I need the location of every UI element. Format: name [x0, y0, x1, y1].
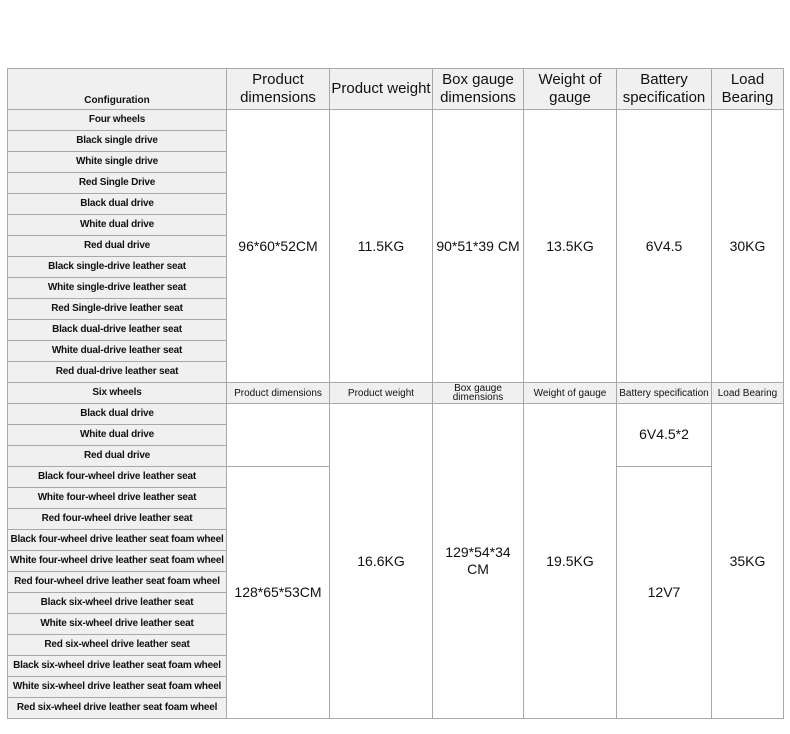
six-load-bearing: 35KG	[712, 404, 784, 719]
config-cell: Black dual drive	[8, 194, 227, 215]
four-load-bearing: 30KG	[712, 110, 784, 383]
config-cell: Red six-wheel drive leather seat	[8, 635, 227, 656]
four-weight-of-gauge: 13.5KG	[524, 110, 617, 383]
config-cell: Red dual drive	[8, 446, 227, 467]
six-product-dimensions-empty	[227, 404, 330, 467]
config-cell: Red four-wheel drive leather seat	[8, 509, 227, 530]
config-cell: Black six-wheel drive leather seat	[8, 593, 227, 614]
header-row	[8, 69, 784, 110]
six-battery-b: 12V7	[617, 467, 712, 719]
six-weight-of-gauge: 19.5KG	[524, 404, 617, 719]
config-cell: White four-wheel drive leather seat foam wheel	[8, 551, 227, 572]
subheader-weight-of-gauge: Weight of gauge	[524, 383, 617, 404]
config-cell: White six-wheel drive leather seat foam wheel	[8, 677, 227, 698]
six-product-dimensions: 128*65*53CM	[227, 467, 330, 719]
subheader-product-dimensions: Product dimensions	[227, 383, 330, 404]
config-cell: Black single-drive leather seat	[8, 257, 227, 278]
subheader-product-weight: Product weight	[330, 383, 433, 404]
four-battery: 6V4.5	[617, 110, 712, 383]
subheader-box-gauge: Box gauge dimensions	[433, 383, 524, 404]
config-cell: White four-wheel drive leather seat	[8, 488, 227, 509]
config-cell: White single-drive leather seat	[8, 278, 227, 299]
header-weight-of-gauge: Weight of gauge	[524, 69, 617, 110]
config-cell: Red dual-drive leather seat	[8, 362, 227, 383]
table-row	[8, 404, 784, 425]
four-product-dimensions: 96*60*52CM	[227, 110, 330, 383]
header-product-weight: Product weight	[330, 69, 433, 110]
header-product-dimensions: Product dimensions	[227, 69, 330, 110]
config-cell: Four wheels	[8, 110, 227, 131]
config-cell: Red Single Drive	[8, 173, 227, 194]
four-box-gauge: 90*51*39 CM	[433, 110, 524, 383]
six-product-weight: 16.6KG	[330, 404, 433, 719]
config-cell: White dual-drive leather seat	[8, 341, 227, 362]
header-configuration: Configuration	[8, 69, 227, 110]
config-cell: White single drive	[8, 152, 227, 173]
config-cell: Black four-wheel drive leather seat	[8, 467, 227, 488]
config-cell: Black six-wheel drive leather seat foam wheel	[8, 656, 227, 677]
config-cell: White six-wheel drive leather seat	[8, 614, 227, 635]
config-cell: White dual drive	[8, 425, 227, 446]
six-battery-a: 6V4.5*2	[617, 404, 712, 467]
config-cell: Black dual-drive leather seat	[8, 320, 227, 341]
config-cell: Black four-wheel drive leather seat foam wheel	[8, 530, 227, 551]
config-cell: Red dual drive	[8, 236, 227, 257]
spec-table	[7, 68, 784, 719]
section-label-six-wheels: Six wheels	[8, 383, 227, 404]
four-product-weight: 11.5KG	[330, 110, 433, 383]
config-cell: Red four-wheel drive leather seat foam wheel	[8, 572, 227, 593]
config-cell: Red six-wheel drive leather seat foam wheel	[8, 698, 227, 719]
subheader-row	[8, 383, 784, 404]
header-box-gauge: Box gauge dimensions	[433, 69, 524, 110]
config-cell: White dual drive	[8, 215, 227, 236]
config-cell: Red Single-drive leather seat	[8, 299, 227, 320]
header-battery: Battery specification	[617, 69, 712, 110]
table-row	[8, 110, 784, 131]
config-cell: Black single drive	[8, 131, 227, 152]
subheader-load-bearing: Load Bearing	[712, 383, 784, 404]
config-cell: Black dual drive	[8, 404, 227, 425]
subheader-battery: Battery specification	[617, 383, 712, 404]
six-box-gauge: 129*54*34 CM	[433, 404, 524, 719]
header-load-bearing: Load Bearing	[712, 69, 784, 110]
